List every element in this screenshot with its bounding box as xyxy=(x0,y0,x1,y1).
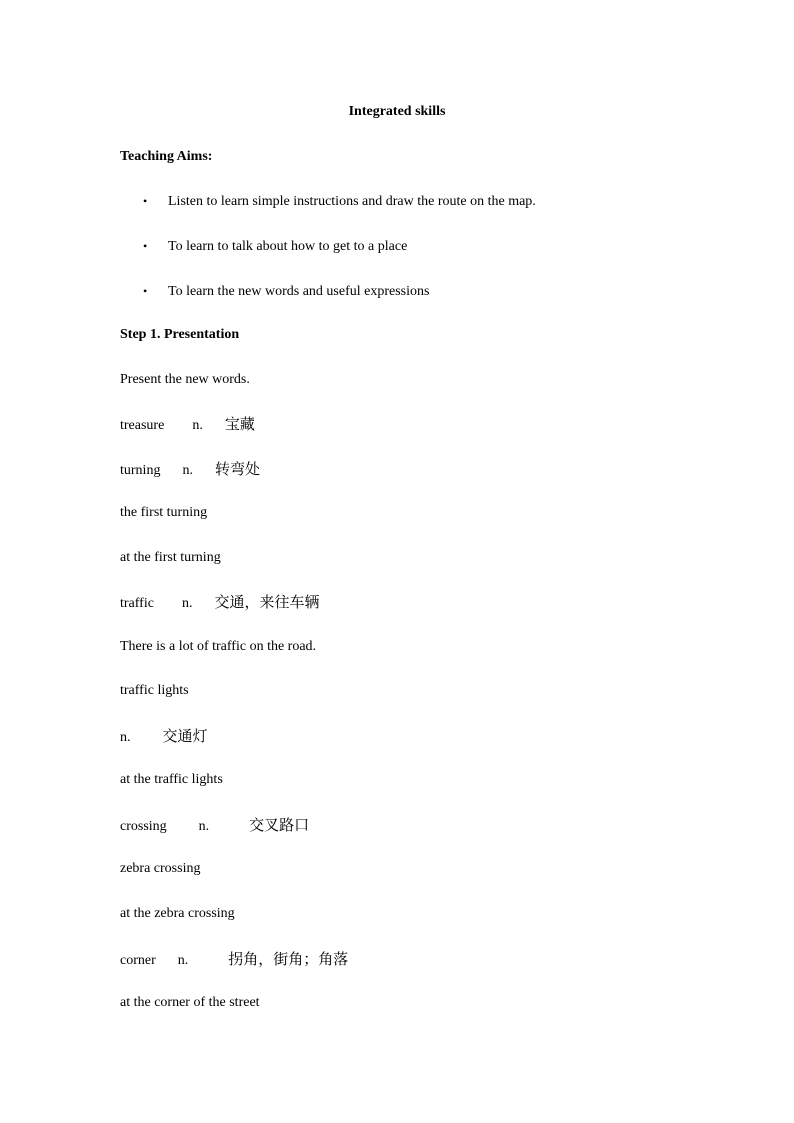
vocab-treasure xyxy=(120,414,255,436)
aim-text: Listen to learn simple instructions and draw the route on the map. xyxy=(168,194,536,209)
vocab-meaning: 交通灯 xyxy=(162,727,208,745)
aims-heading: Teaching Aims: xyxy=(120,149,213,164)
phrase-first-turning: the first turning xyxy=(120,505,208,520)
phrase-zebra-crossing: zebra crossing xyxy=(120,861,201,876)
aim-text: To learn to talk about how to get to a place xyxy=(168,239,408,254)
vocab-pos: n. xyxy=(192,418,203,433)
intro-text: Present the new words. xyxy=(120,372,250,387)
vocab-pos: n. xyxy=(177,953,189,968)
step1-heading: Step 1. Presentation xyxy=(120,327,240,342)
vocab-corner xyxy=(120,949,348,971)
bullet-icon: • xyxy=(143,284,148,298)
phrase-traffic-lights: traffic lights xyxy=(120,683,189,698)
vocab-pos: n. xyxy=(120,730,131,745)
bullet-icon: • xyxy=(143,239,148,253)
document-title: Integrated skills xyxy=(348,104,446,119)
vocab-traffic xyxy=(120,592,319,614)
vocab-turning xyxy=(120,459,260,481)
phrase-at-traffic-lights: at the traffic lights xyxy=(120,772,223,787)
aim-item-1 xyxy=(143,191,536,212)
bullet-icon: • xyxy=(143,194,148,208)
vocab-meaning: 交叉路口 xyxy=(249,816,310,834)
vocab-pos: n. xyxy=(181,596,193,611)
vocab-meaning: 宝藏 xyxy=(224,415,255,433)
vocab-meaning: 转弯处 xyxy=(214,460,260,478)
aim-item-2 xyxy=(143,236,407,257)
vocab-meaning: 拐角，街角；角落 xyxy=(228,950,349,968)
traffic-example-sentence: There is a lot of traffic on the road. xyxy=(120,639,317,654)
aim-item-3 xyxy=(143,281,429,302)
vocab-word: corner xyxy=(120,953,156,968)
vocab-word: treasure xyxy=(120,418,165,433)
phrase-at-zebra-crossing: at the zebra crossing xyxy=(120,906,235,921)
vocab-meaning: 交通，来往车辆 xyxy=(214,593,320,611)
phrase-at-corner: at the corner of the street xyxy=(120,995,260,1010)
vocab-traffic-lights-meaning xyxy=(120,726,208,748)
vocab-word: traffic xyxy=(120,596,154,611)
vocab-crossing xyxy=(120,815,309,837)
vocab-pos: n. xyxy=(198,819,210,834)
vocab-word: turning xyxy=(120,463,161,478)
vocab-word: crossing xyxy=(120,819,167,834)
aim-text: To learn the new words and useful expressions xyxy=(168,284,430,299)
vocab-pos: n. xyxy=(182,463,193,478)
phrase-at-first-turning: at the first turning xyxy=(120,550,221,565)
